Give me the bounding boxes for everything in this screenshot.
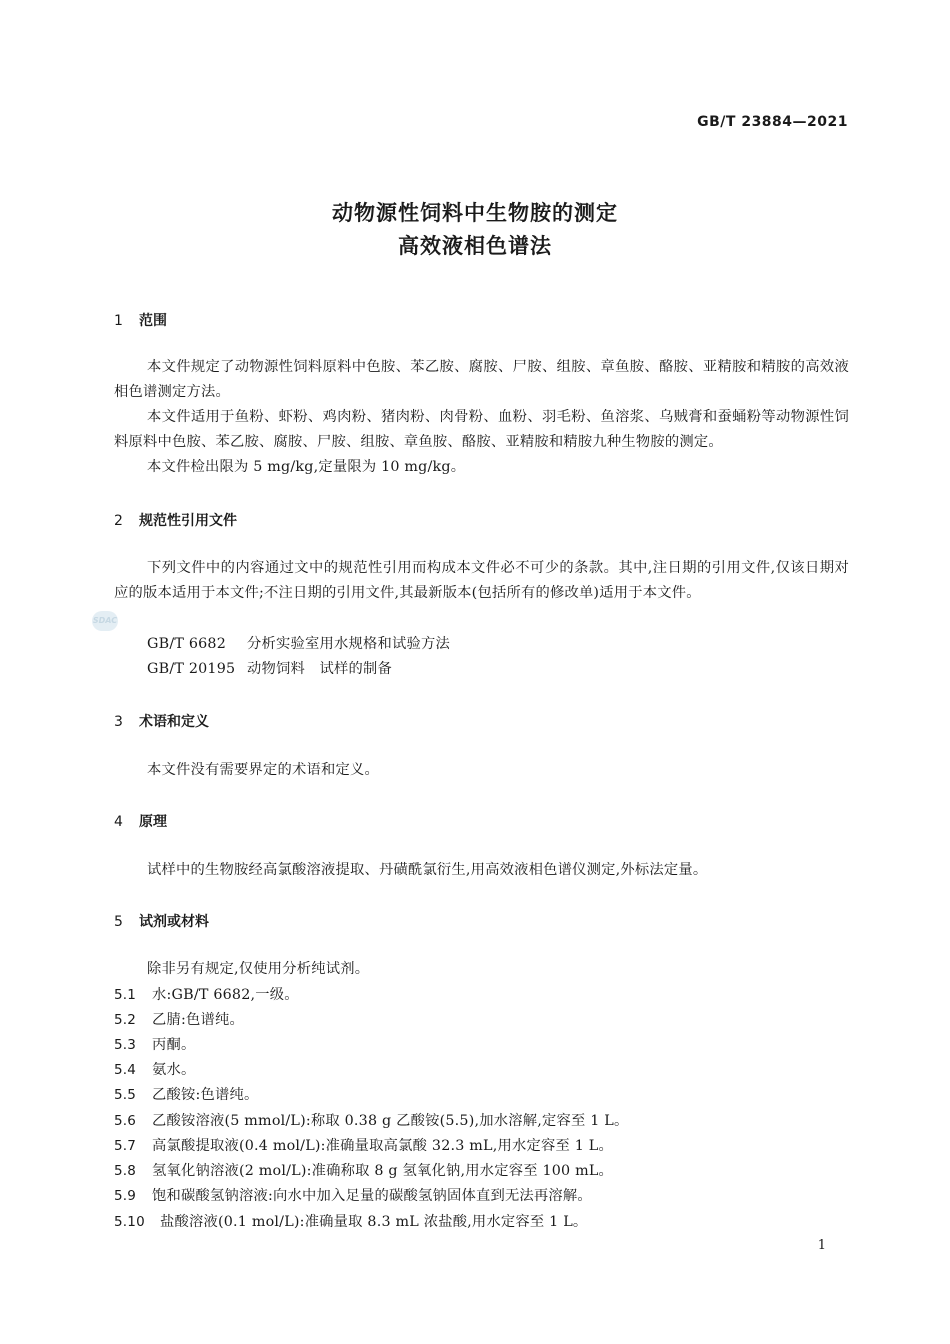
section-3-paragraph-1: 本文件没有需要界定的术语和定义。 <box>147 762 379 778</box>
list-item <box>114 1160 613 1180</box>
item-number: 5.10 <box>114 1214 145 1230</box>
reference-code: GB/T 6682 <box>147 636 227 652</box>
document-title-line1: 动物源性饲料中生物胺的测定 <box>332 201 618 225</box>
item-text: 盐酸溶液(0.1 mol/L):准确量取 8.3 mL 浓盐酸,用水定容至 1 L。 <box>160 1214 588 1230</box>
item-number: 5.4 <box>114 1062 137 1078</box>
item-number: 5.8 <box>114 1163 137 1179</box>
reference-name: 动物饲料 试样的制备 <box>247 661 392 677</box>
item-text: 氢氧化钠溶液(2 mol/L):准确称取 8 g 氢氧化钠,用水定容至 100 mL。 <box>152 1163 614 1179</box>
list-item <box>114 1211 587 1231</box>
section-5-intro: 除非另有规定,仅使用分析纯试剂。 <box>147 961 370 977</box>
list-item <box>114 1135 613 1155</box>
normative-reference <box>147 633 450 653</box>
item-text: 饱和碳酸氢钠溶液:向水中加入足量的碳酸氢钠固体直到无法再溶解。 <box>152 1188 592 1204</box>
item-text: 水:GB/T 6682,一级。 <box>152 987 299 1003</box>
section-4-heading <box>114 811 167 831</box>
item-number: 5.3 <box>114 1037 137 1053</box>
item-text: 乙腈:色谱纯。 <box>152 1012 244 1028</box>
reference-name: 分析实验室用水规格和试验方法 <box>247 636 450 652</box>
list-item <box>114 1185 592 1205</box>
item-number: 5.9 <box>114 1188 137 1204</box>
section-5-heading <box>114 911 209 931</box>
item-number: 5.7 <box>114 1138 137 1154</box>
section-title: 试剂或材料 <box>139 914 209 930</box>
item-number: 5.5 <box>114 1087 137 1103</box>
item-number: 5.6 <box>114 1113 137 1129</box>
page-number: 1 <box>817 1238 826 1253</box>
list-item <box>114 1034 196 1054</box>
item-text: 氨水。 <box>152 1062 196 1078</box>
item-text: 高氯酸提取液(0.4 mol/L):准确量取高氯酸 32.3 mL,用水定容至 1 L。 <box>152 1138 613 1154</box>
list-item <box>114 1009 244 1029</box>
section-1-heading <box>114 310 167 330</box>
section-1-paragraph-2: 本文件适用于鱼粉、虾粉、鸡肉粉、猪肉粉、肉骨粉、血粉、羽毛粉、鱼溶浆、乌贼膏和蚕蛹粉等动物源性饲料原料中色胺、苯乙胺、腐胺、尸胺、组胺、章鱼胺、酪胺、亚精胺和精胺九种生物胺的测定。 <box>114 409 849 450</box>
item-text: 丙酮。 <box>152 1037 196 1053</box>
watermark-logo: SDAC <box>92 611 118 631</box>
section-2-heading <box>114 510 237 530</box>
section-title: 规范性引用文件 <box>139 513 237 529</box>
section-title: 原理 <box>139 814 167 830</box>
section-1-paragraph-3: 本文件检出限为 5 mg/kg,定量限为 10 mg/kg。 <box>147 459 466 475</box>
section-title: 范围 <box>139 313 167 329</box>
item-number: 5.1 <box>114 987 137 1003</box>
item-number: 5.2 <box>114 1012 137 1028</box>
list-item <box>114 1059 196 1079</box>
reference-code: GB/T 20195 <box>147 661 236 677</box>
section-number: 4 <box>114 814 123 830</box>
section-3-heading <box>114 711 209 731</box>
standard-code: GB/T 23884—2021 <box>697 114 848 130</box>
item-text: 乙酸铵:色谱纯。 <box>152 1087 259 1103</box>
list-item <box>114 1084 259 1104</box>
list-item <box>114 1110 628 1130</box>
section-number: 3 <box>114 714 123 730</box>
section-title: 术语和定义 <box>139 714 209 730</box>
section-number: 5 <box>114 914 123 930</box>
document-title-line2: 高效液相色谱法 <box>398 234 552 258</box>
list-item <box>114 984 299 1004</box>
section-2-paragraph-1: 下列文件中的内容通过文中的规范性引用而构成本文件必不可少的条款。其中,注日期的引用文件,仅该日期对应的版本适用于本文件;不注日期的引用文件,其最新版本(包括所有的修改单)适用于本文件。 <box>114 560 849 601</box>
section-4-paragraph-1: 试样中的生物胺经高氯酸溶液提取、丹磺酰氯衍生,用高效液相色谱仪测定,外标法定量。 <box>147 862 708 878</box>
item-text: 乙酸铵溶液(5 mmol/L):称取 0.38 g 乙酸铵(5.5),加水溶解,定容至 1 L。 <box>152 1113 629 1129</box>
section-number: 1 <box>114 313 123 329</box>
section-number: 2 <box>114 513 123 529</box>
section-1-paragraph-1: 本文件规定了动物源性饲料原料中色胺、苯乙胺、腐胺、尸胺、组胺、章鱼胺、酪胺、亚精胺和精胺的高效液相色谱测定方法。 <box>114 359 849 400</box>
normative-reference <box>147 658 392 678</box>
